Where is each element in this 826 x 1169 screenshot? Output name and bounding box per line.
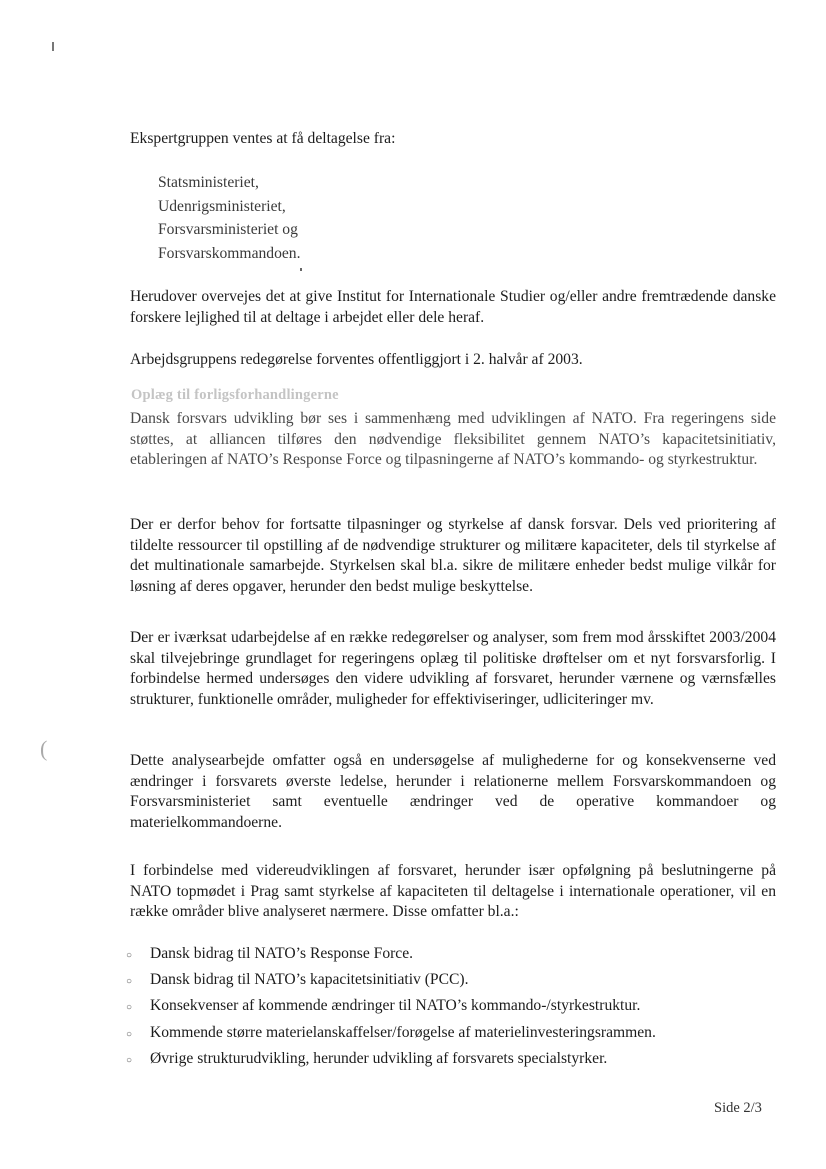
- paragraph-6: Dette analysearbejde omfatter også en undersøgelse af mulighederne for og konsekvenserne ved ændringer i forsvarets øverste ledelse, herunder i relationerne mellem Forsvarskommandoen og Forsvarsministeriet samt eventuelle ændringer ved de operative kommandoer og materielkommandoerne.: [130, 752, 776, 831]
- participant-item: Statsministeriet,: [158, 174, 259, 191]
- list-item-text: Kommende større materielanskaffelser/forøgelse af materielinvesteringsrammen.: [150, 1023, 656, 1041]
- bullet-icon: ○: [126, 1028, 133, 1040]
- participant-item: Forsvarsministeriet og: [158, 221, 298, 238]
- paragraph-5: Der er iværksat udarbejdelse af en række redegørelser og analyser, som frem mod årsskiftet 2003/2004 skal tilvejebringe grundlaget for regeringens oplæg til politiske drøftelser om et nyt forsvarsforlig. I forbindelse hermed undersøges den videre udvikling af forsvaret, herunder værnene og værnsfælles strukturer, funktionelle områder, muligheder for effektiviseringer, udliciteringer mv.: [130, 629, 776, 708]
- bullet-icon: ○: [126, 976, 133, 988]
- intro-text: Ekspertgruppen ventes at få deltagelse fra:: [130, 130, 396, 147]
- bullet-icon: ○: [126, 1054, 133, 1066]
- paragraph-2: Arbejdsgruppens redegørelse forventes offentliggjort i 2. halvår af 2003.: [130, 351, 583, 368]
- list-item: [126, 994, 656, 1020]
- participant-item: Forsvarskommandoen.: [158, 244, 301, 262]
- page-number: Side 2/3: [714, 1100, 762, 1116]
- bullet-icon: ○: [126, 1002, 133, 1014]
- list-item-text: Dansk bidrag til NATO’s kapacitetsinitiativ (PCC).: [150, 971, 469, 989]
- list-item: [126, 1021, 656, 1047]
- list-item-text: Øvrige strukturudvikling, herunder udvikling af forsvarets specialstyrker.: [150, 1049, 608, 1067]
- participant-item: Udenrigsministeriet,: [158, 197, 286, 215]
- scan-mark: [300, 268, 302, 271]
- participant-list: [158, 171, 301, 265]
- list-item-text: Dansk bidrag til NATO’s Response Force.: [150, 945, 414, 962]
- analysis-list: [126, 942, 656, 1073]
- list-item: [126, 1047, 656, 1073]
- list-item-text: Konsekvenser af kommende ændringer til NATO’s kommando-/styrkestruktur.: [150, 997, 641, 1015]
- paragraph-1: Herudover overvejes det at give Institut for Internationale Studier og/eller andre fremtrædende danske forskere lejlighed til at deltage i arbejdet eller dele heraf.: [130, 288, 776, 326]
- paragraph-7: I forbindelse med videreudviklingen af forsvaret, herunder især opfølgning på beslutningerne på NATO topmødet i Prag samt styrkelse af kapaciteten til deltagelse i internationale operationer, vil en række områder blive analyseret nærmere. Disse omfatter bl.a.:: [130, 862, 776, 920]
- list-item: [126, 942, 656, 968]
- scan-mark: [52, 42, 54, 51]
- bullet-icon: ○: [126, 950, 133, 961]
- section-heading: Oplæg til forligsforhandlingerne: [131, 387, 339, 403]
- scan-mark: (: [40, 736, 48, 761]
- list-item: [126, 968, 656, 994]
- paragraph-4: Der er derfor behov for fortsatte tilpasninger og styrkelse af dansk forsvar. Dels ved prioritering af tildelte ressourcer til opstilling af de nødvendige strukturer og militære kapaciteter, dels til styrkelse af det multinationale samarbejde. Styrkelsen skal bl.a. sikre de militære enheder bedst mulige vilkår for løsning af deres opgaver, herunder den bedst mulige beskyttelse.: [130, 516, 776, 595]
- paragraph-3: Dansk forsvars udvikling bør ses i sammenhæng med udviklingen af NATO. Fra regeringens side støttes, at alliancen tilføres den nødvendige fleksibilitet gennem NATO’s kapacitetsinitiativ, etableringen af NATO’s Response Force og tilpasningerne af NATO’s kommando- og styrkestruktur.: [130, 410, 776, 468]
